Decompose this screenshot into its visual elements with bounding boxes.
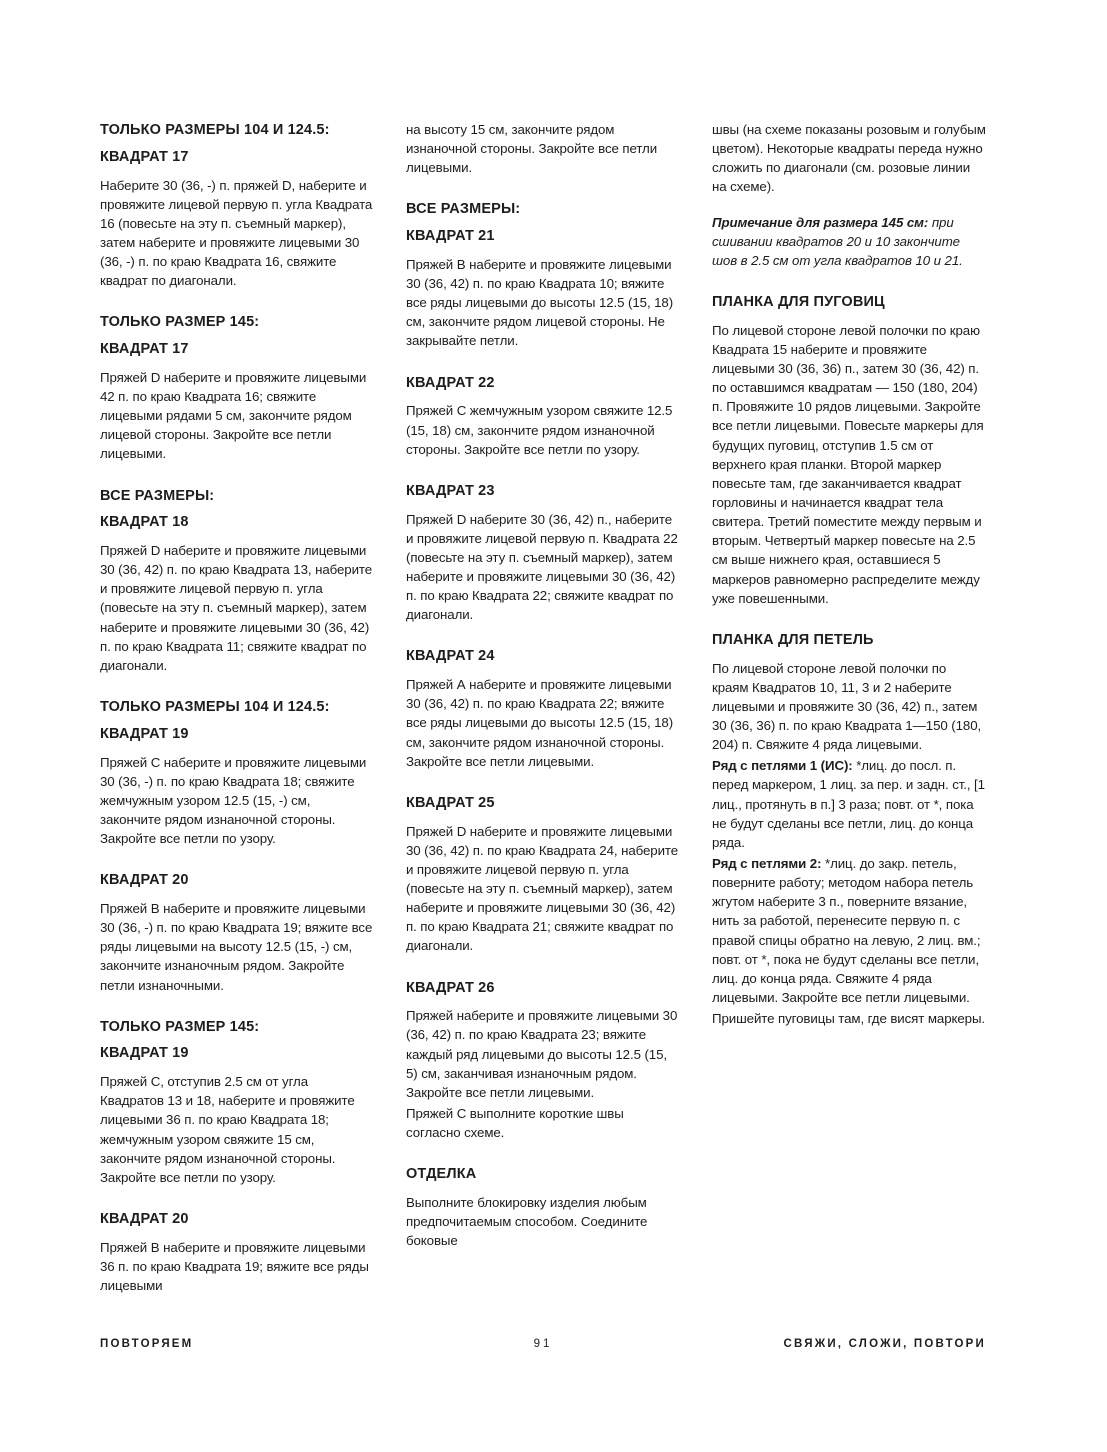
heading-line: КВАДРАТ 19	[100, 725, 189, 742]
paragraph-square-17b: Пряжей D наберите и провяжите лицевыми 42 п. по краю Квадрата 16; свяжите лицевыми рядами 5 см, закончите рядом лицевой стороны. Закройте все петли лицевыми.	[100, 369, 367, 462]
paragraph-square-20b: Пряжей В наберите и провяжите лицевыми 36 п. по краю Квадрата 19; вяжите все ряды лицевыми	[100, 1239, 369, 1294]
column-2	[406, 120, 680, 1297]
heading-line: ВСЕ РАЗМЕРЫ:	[100, 487, 215, 504]
heading-sizes-104-124-square-19	[100, 697, 374, 746]
paragraph-finishing: Выполните блокировку изделия любым предпочитаемым способом. Соедините боковые	[406, 1195, 648, 1249]
paragraph-finishing-continuation: швы (на схеме показаны розовым и голубым цветом). Некоторые квадраты переда нужно сложить по диагонали (см. розовые линии на схеме).	[712, 122, 986, 195]
paragraph-square-23: Пряжей D наберите 30 (36, 42) п., наберите и провяжите лицевой первую п. Квадрата 22 (повесьте на эту п. съемный маркер), затем наберите и провяжите лицевыми 30 (36, 42) п. по краю Квадрата 22; свяжите квадрат по диагонали.	[406, 511, 678, 623]
paragraph-continuation: на высоту 15 см, закончите рядом изнаночной стороны. Закройте все петли лицевыми.	[406, 122, 658, 176]
row-2-lead: Ряд с петлями 2:	[712, 856, 822, 871]
heading-line: КВАДРАТ 19	[100, 1045, 189, 1062]
heading-sizes-104-124-square-17	[100, 120, 374, 169]
heading-line: КВАДРАТ 24	[406, 648, 495, 665]
page-number: 91	[533, 1338, 553, 1350]
heading-size-145-square-19	[100, 1017, 374, 1066]
heading-line: ТОЛЬКО РАЗМЕРЫ 104 И 124.5:	[100, 122, 330, 138]
row-2-text: *лиц. до закр. петель, поверните работу; методом набора петель жгутом наберите 3 п., поверните вязание, нить за работой, перенесите первую п. с правой спицы обратно на левую, 2 лиц. вм.; повт. от *, пока не будут сделаны все петли, лиц. до конца ряда. Свяжите 4 ряда лицевыми. Закройте все петли лицевыми.	[712, 856, 981, 1005]
note-lead: Примечание для размера 145 см:	[712, 214, 929, 230]
page-footer	[100, 1338, 986, 1350]
heading-line: КВАДРАТ 17	[100, 341, 189, 358]
heading-square-25	[406, 793, 680, 815]
heading-square-22	[406, 373, 680, 395]
note-text: при сшивании квадратов 20 и 10 закончите шов в 2.5 см от угла квадратов 10 и 21.	[712, 214, 963, 268]
paragraph-buttonhole-row-1	[712, 756, 986, 852]
heading-line: КВАДРАТ 18	[100, 514, 189, 531]
column-3	[712, 120, 986, 1297]
heading-line: ТОЛЬКО РАЗМЕРЫ 104 И 124.5:	[100, 699, 330, 716]
footer-section-title: ПОВТОРЯЕМ	[100, 1338, 194, 1350]
heading-square-23	[406, 481, 680, 503]
column-1	[100, 120, 374, 1297]
paragraph-square-24: Пряжей А наберите и провяжите лицевыми 30 (36, 42) п. по краю Квадрата 22; вяжите все ряды лицевыми до высоты 12.5 (15, 18) см, закончите рядом изнаночной стороны. Закройте все петли лицевыми.	[406, 677, 674, 769]
heading-square-26	[406, 978, 680, 1000]
heading-line: КВАДРАТ 21	[406, 228, 495, 245]
heading-line: ПЛАНКА ДЛЯ ПУГОВИЦ	[712, 293, 885, 310]
paragraph-square-22: Пряжей С жемчужным узором свяжите 12.5 (15, 18) см, закончите рядом изнаночной стороны. Закройте все петли по узору.	[406, 403, 673, 457]
heading-line: КВАДРАТ 20	[100, 872, 189, 889]
heading-all-sizes-square-21	[406, 199, 680, 248]
heading-line: ОТДЕЛКА	[406, 1166, 477, 1183]
footer-book-title: СВЯЖИ, СЛОЖИ, ПОВТОРИ	[783, 1338, 987, 1350]
heading-line: КВАДРАТ 20	[100, 1211, 189, 1228]
paragraph-square-25: Пряжей D наберите и провяжите лицевыми 30 (36, 42) п. по краю Квадрата 24, наберите и провяжите лицевой первую п. угла (повесьте на эту п. съемный маркер), затем наберите и провяжите лицевыми 30 (36, 42) п. по краю Квадрата 21; свяжите квадрат по диагонали.	[406, 823, 679, 954]
heading-line: ТОЛЬКО РАЗМЕР 145:	[100, 1018, 260, 1035]
paragraph-buttonhole-row-2	[712, 854, 986, 1007]
heading-line: КВАДРАТ 23	[406, 482, 495, 499]
heading-all-sizes-square-18	[100, 486, 374, 535]
heading-line: ВСЕ РАЗМЕРЫ:	[406, 201, 521, 218]
heading-buttonhole-band	[712, 630, 986, 652]
heading-square-20b	[100, 1209, 374, 1231]
heading-square-24	[406, 646, 680, 668]
heading-line: КВАДРАТ 17	[100, 148, 189, 165]
heading-line: КВАДРАТ 22	[406, 374, 495, 391]
paragraph-square-19a: Пряжей С наберите и провяжите лицевыми 30 (36, -) п. по краю Квадрата 18; свяжите жемчужным узором 12.5 (15, -) см, закончите рядом изнаночной стороны. Закройте все петли по узору.	[100, 754, 367, 847]
paragraph-square-21: Пряжей В наберите и провяжите лицевыми 30 (36, 42) п. по краю Квадрата 10; вяжите все ряды лицевыми до высоты 12.5 (15, 18) см, закончите рядом лицевой стороны. Не закрывайте петли.	[406, 256, 674, 349]
heading-button-band	[712, 292, 986, 314]
paragraph-square-26b: Пряжей С выполните короткие швы согласно схеме.	[406, 1106, 624, 1141]
heading-line: КВАДРАТ 25	[406, 794, 495, 811]
page-content	[100, 120, 986, 1297]
heading-line: ТОЛЬКО РАЗМЕР 145:	[100, 314, 260, 331]
row-1-lead: Ряд с петлями 1 (ИС):	[712, 758, 853, 774]
note-size-145	[712, 213, 986, 270]
paragraph-square-26a: Пряжей наберите и провяжите лицевыми 30 (36, 42) п. по краю Квадрата 23; вяжите каждый ряд лицевыми до высоты 12.5 (15, 5) см, заканчивая изнаночным рядом. Закройте все петли лицевыми.	[406, 1008, 678, 1100]
paragraph-button-band: По лицевой стороне левой полочки по краю Квадрата 15 наберите и провяжите лицевыми 30 (36, 36) п., затем 30 (36, 42) п. по оставшимся квадратам — 150 (180, 204) п. Провяжите 10 рядов лицевыми. Закройте все петли лицевыми. Повесьте маркеры для будущих пуговиц, отступив 1.5 см от верхнего края планки. Второй маркер повесьте там, где заканчивается квадрат горловины и начинается квадрат тела свитера. Третий поместите между первым и вторым. Четвертый маркер повесьте на 2.5 см выше нижнего края, оставшиеся 5 маркеров равномерно распределите между уже повешенными.	[712, 322, 984, 606]
paragraph-buttonhole-band: По лицевой стороне левой полочки по краям Квадратов 10, 11, 3 и 2 наберите лицевыми и провяжите 30 (36, 42) п., затем 30 (36, 36) п. по краю Квадрата 1—150 (180, 204) п. Свяжите 4 ряда лицевыми.	[712, 660, 982, 753]
row-1-text: *лиц. до посл. п. перед маркером, 1 лиц. за пер. и задн. ст., [1 лиц., протянуть в п.] 3 раза; повт. от *, пока не будут сделаны все петли, лиц. до конца ряда.	[712, 758, 985, 850]
heading-finishing	[406, 1164, 680, 1186]
paragraph-sew-buttons: Пришейте пуговицы там, где висят маркеры.	[712, 1011, 985, 1027]
paragraph-square-19b: Пряжей С, отступив 2.5 см от угла Квадратов 13 и 18, наберите и провяжите лицевыми 36 п. по краю Квадрата 18; жемчужным узором свяжите 15 см, закончите рядом изнаночной стороны. Закройте все петли по узору.	[100, 1074, 355, 1185]
heading-line: ПЛАНКА ДЛЯ ПЕТЕЛЬ	[712, 631, 874, 648]
heading-size-145-square-17	[100, 312, 374, 361]
paragraph-square-17a: Наберите 30 (36, -) п. пряжей D, наберите и провяжите лицевой первую п. угла Квадрата 16 (повесьте на эту п. съемный маркер), затем наберите и провяжите лицевыми 30 (36, -) п. по краю Квадрата 16, свяжите квадрат по диагонали.	[100, 177, 373, 289]
paragraph-square-20a: Пряжей В наберите и провяжите лицевыми 30 (36, -) п. по краю Квадрата 19; вяжите все ряды лицевыми на высоту 12.5 (15, -) см, закончите изнаночным рядом. Закройте петли изнаночными.	[100, 900, 373, 993]
paragraph-square-18: Пряжей D наберите и провяжите лицевыми 30 (36, 42) п. по краю Квадрата 13, наберите и провяжите лицевой первую п. угла (повесьте на эту п. съемный маркер), затем наберите и провяжите лицевыми 30 (36, 42) п. по краю Квадрата 11; свяжите квадрат по диагонали.	[100, 543, 373, 673]
heading-line: КВАДРАТ 26	[406, 979, 495, 996]
heading-square-20a	[100, 870, 374, 892]
